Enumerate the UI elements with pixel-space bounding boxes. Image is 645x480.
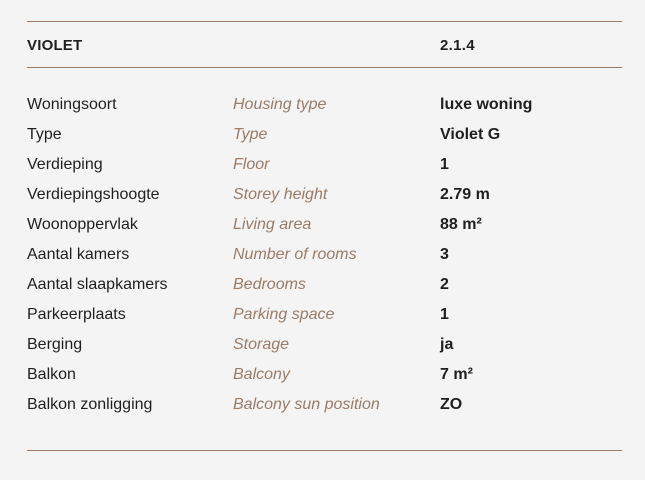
- spec-row-storage: [27, 335, 622, 365]
- spec-row-parking-space: [27, 305, 622, 335]
- spec-value: 88 m²: [440, 216, 482, 233]
- spec-row-living-area: [27, 215, 622, 245]
- label-english: Number of rooms: [233, 246, 357, 263]
- top-divider: [27, 21, 622, 22]
- label-dutch: Woningsoort: [27, 96, 117, 113]
- spec-row-floor: [27, 155, 622, 185]
- label-english: Balcony sun position: [233, 396, 380, 413]
- spec-value: ZO: [440, 396, 463, 413]
- spec-row-housing-type: [27, 95, 622, 125]
- label-english: Type: [233, 126, 268, 143]
- label-dutch: Balkon: [27, 366, 76, 383]
- spec-row-storey-height: [27, 185, 622, 215]
- spec-row-bedrooms: [27, 275, 622, 305]
- header-divider: [27, 67, 622, 68]
- unit-name: VIOLET: [27, 37, 83, 54]
- bottom-divider: [27, 450, 622, 451]
- label-dutch: Verdiepingshoogte: [27, 186, 160, 203]
- label-english: Storage: [233, 336, 290, 353]
- spec-value: ja: [440, 336, 454, 353]
- spec-value: 1: [440, 306, 449, 323]
- spec-header: [27, 37, 622, 57]
- spec-row-balcony: [27, 365, 622, 395]
- label-english: Floor: [233, 156, 270, 173]
- label-dutch: Woonoppervlak: [27, 216, 138, 233]
- label-english: Parking space: [233, 306, 335, 323]
- spec-value: 2.79 m: [440, 186, 490, 203]
- label-english: Housing type: [233, 96, 327, 113]
- label-english: Balcony: [233, 366, 290, 383]
- spec-row-number-of-rooms: [27, 245, 622, 275]
- label-dutch: Verdieping: [27, 156, 103, 173]
- label-dutch: Berging: [27, 336, 83, 353]
- label-english: Bedrooms: [233, 276, 306, 293]
- spec-value: 3: [440, 246, 449, 263]
- spec-value: Violet G: [440, 126, 501, 143]
- label-dutch: Aantal slaapkamers: [27, 276, 168, 293]
- spec-table: [27, 95, 622, 425]
- label-english: Storey height: [233, 186, 328, 203]
- spec-value: 7 m²: [440, 366, 473, 383]
- label-dutch: Parkeerplaats: [27, 306, 126, 323]
- spec-value: 2: [440, 276, 449, 293]
- unit-code: 2.1.4: [440, 37, 475, 54]
- spec-row-balcony-sun-position: [27, 395, 622, 425]
- spec-row-type: [27, 125, 622, 155]
- label-dutch: Type: [27, 126, 62, 143]
- label-english: Living area: [233, 216, 312, 233]
- label-dutch: Aantal kamers: [27, 246, 130, 263]
- label-dutch: Balkon zonligging: [27, 396, 153, 413]
- spec-value: 1: [440, 156, 449, 173]
- spec-value: luxe woning: [440, 96, 533, 113]
